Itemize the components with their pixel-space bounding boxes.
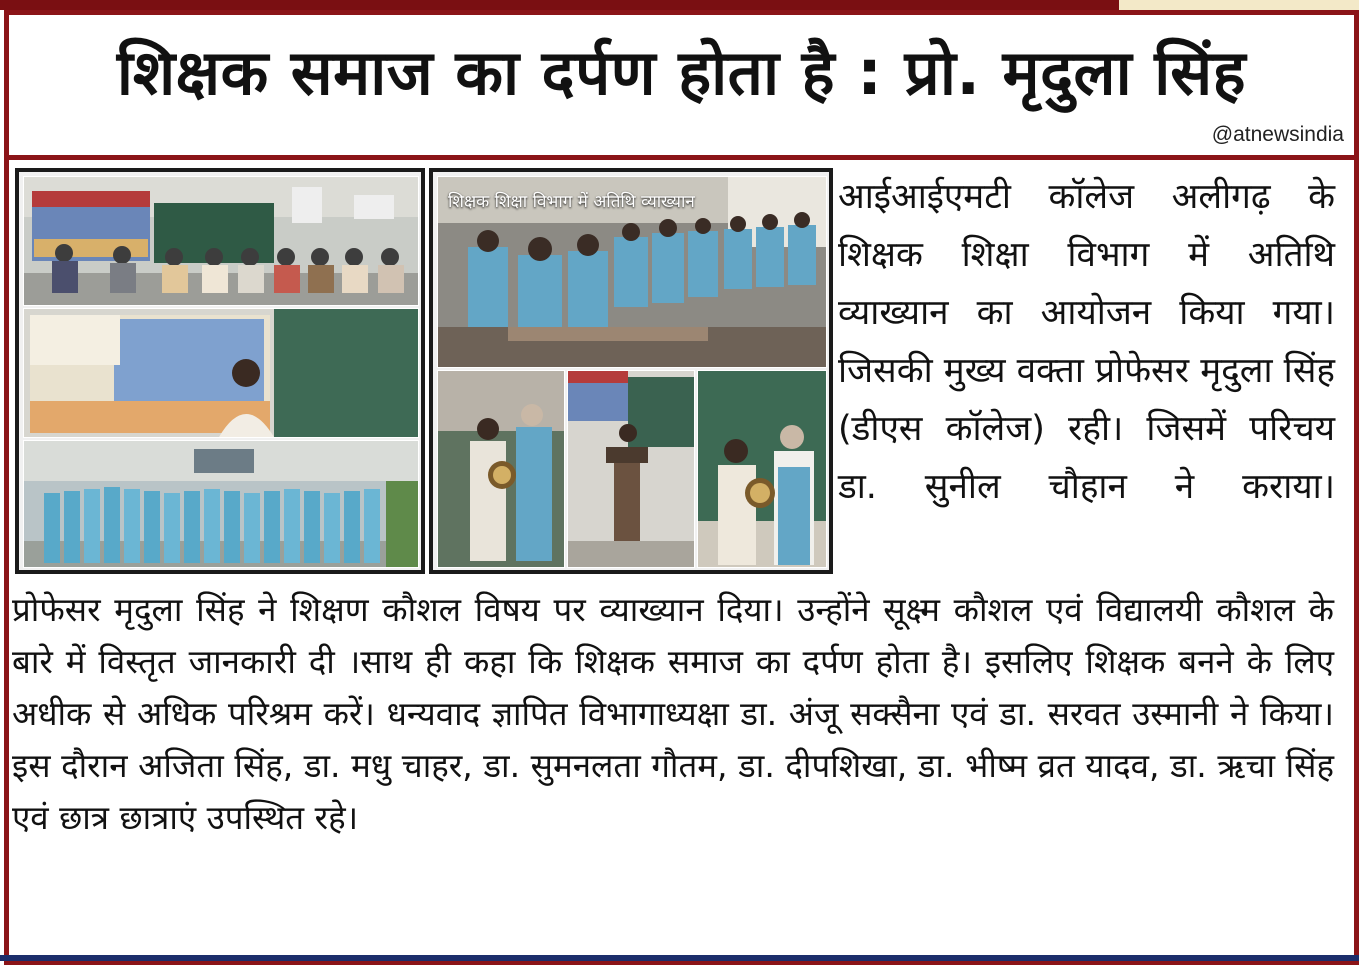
photo-group	[23, 440, 419, 568]
photo-collage-right	[429, 168, 833, 574]
lead-paragraph: आईआईएमटी कॉलेज अलीगढ़ के शिक्षक शिक्षा विभाग में अतिथि व्याख्यान का आयोजन किया गया।जिसकी मुख्य वक्ता प्रोफेसर मृदुला सिंह (डीएस कॉलेज) रही। जिसमें परिचय डा. सुनील चौहान ने कराया।	[838, 177, 1335, 507]
photo-award-1	[437, 370, 565, 568]
top-banner-strip	[0, 0, 1359, 10]
photo-speaker	[23, 308, 419, 438]
social-handle: @atnewsindia	[1211, 123, 1344, 146]
photo-collage-left	[15, 168, 425, 574]
photo-caption: शिक्षक शिक्षा विभाग में अतिथि व्याख्यान	[448, 192, 695, 212]
body-paragraph: प्रोफेसर मृदुला सिंह ने शिक्षण कौशल विषय पर व्याख्यान दिया। उन्होंने सूक्ष्म कौशल एवं विद्यालयी कौशल के बारे में विस्तृत जानकारी दी ।साथ ही कहा कि शिक्षक समाज का दर्पण होता है। इसलिए शिक्षक बनने के लिए अधीक से अधिक परिश्रम करें। धन्यवाद ज्ञापित विभागाध्यक्षा डा. अंजू सक्सैना एवं डा. सरवत उस्मानी ने किया। इस दौरान अजिता सिंह, डा. मधु चाहर, डा. सुमनलता गौतम, डा. दीपशिखा, डा. भीष्म व्रत यादव, डा. ऋचा सिंह एवं छात्र छात्राएं उपस्थित रहे।	[12, 590, 1334, 837]
bottom-strip	[0, 955, 1359, 961]
photo-audience	[23, 176, 419, 306]
photo-award-2	[697, 370, 827, 568]
headline: शिक्षक समाज का दर्पण होता है : प्रो. मृदुला सिंह	[116, 36, 1247, 109]
photo-podium	[567, 370, 695, 568]
top-banner-tag	[1119, 0, 1359, 10]
photo-classroom	[437, 176, 827, 368]
headline-box	[9, 15, 1354, 160]
